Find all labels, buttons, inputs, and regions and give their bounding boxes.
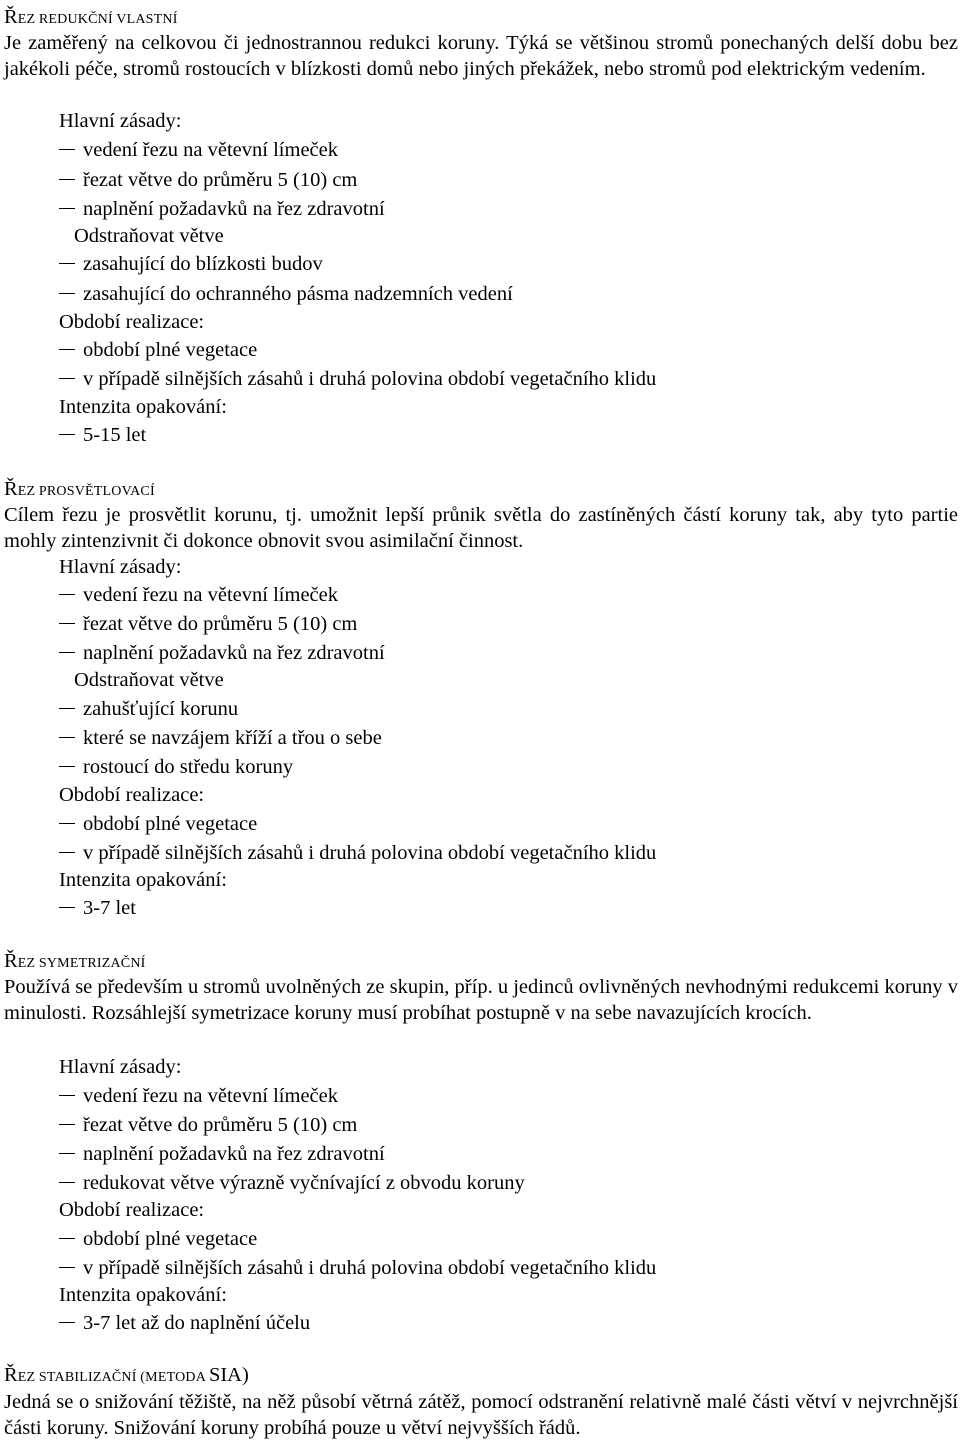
dash-bullet-icon bbox=[59, 1124, 75, 1125]
dash-bullet-icon bbox=[59, 1322, 75, 1323]
bullet-item: zahušťující korunu bbox=[59, 696, 238, 722]
bullet-item: v případě silnějších zásahů i druhá polovina období vegetačního klidu bbox=[59, 840, 656, 866]
interval-label: Intenzita opakování: bbox=[59, 869, 227, 891]
dash-bullet-icon bbox=[59, 1095, 75, 1096]
heading-smallcaps: EZ SYMETRIZAČNÍ bbox=[17, 956, 146, 971]
bullet-item: které se navzájem kříží a třou o sebe bbox=[59, 725, 382, 751]
heading-smallcaps: EZ STABILIZAČNÍ ( bbox=[17, 1370, 146, 1385]
bullet-item: řezat větve do průměru 5 (10) cm bbox=[59, 167, 357, 193]
dash-bullet-icon bbox=[59, 149, 75, 150]
dash-bullet-icon bbox=[59, 378, 75, 379]
heading-initial: Ř bbox=[4, 1364, 18, 1386]
dash-bullet-icon bbox=[59, 852, 75, 853]
interval-label: Intenzita opakování: bbox=[59, 396, 227, 418]
dash-bullet-icon bbox=[59, 208, 75, 209]
bullet-item: vedení řezu na větevní límeček bbox=[59, 137, 338, 163]
bullet-item: rostoucí do středu koruny bbox=[59, 754, 293, 780]
dash-bullet-icon bbox=[59, 594, 75, 595]
dash-bullet-icon bbox=[59, 1267, 75, 1268]
remove-label: Odstraňovat větve bbox=[74, 225, 224, 247]
bullet-item: řezat větve do průměru 5 (10) cm bbox=[59, 611, 357, 637]
bullet-item: vedení řezu na větevní límeček bbox=[59, 1083, 338, 1109]
bullet-item: období plné vegetace bbox=[59, 811, 257, 837]
dash-bullet-icon bbox=[59, 766, 75, 767]
heading-smallcaps: EZ PROSVĚTLOVACÍ bbox=[17, 484, 155, 499]
dash-bullet-icon bbox=[59, 263, 75, 264]
dash-bullet-icon bbox=[59, 708, 75, 709]
principles-label: Hlavní zásady: bbox=[59, 1056, 182, 1078]
dash-bullet-icon bbox=[59, 1182, 75, 1183]
dash-bullet-icon bbox=[59, 179, 75, 180]
bullet-item: vedení řezu na větevní límeček bbox=[59, 582, 338, 608]
dash-bullet-icon bbox=[59, 823, 75, 824]
heading-acronym: SIA) bbox=[208, 1364, 249, 1386]
heading-smallcaps-method: METODA bbox=[145, 1370, 209, 1385]
dash-bullet-icon bbox=[59, 737, 75, 738]
dash-bullet-icon bbox=[59, 1238, 75, 1239]
bullet-item: naplnění požadavků na řez zdravotní bbox=[59, 640, 385, 666]
dash-bullet-icon bbox=[59, 652, 75, 653]
bullet-item: naplnění požadavků na řez zdravotní bbox=[59, 196, 385, 222]
bullet-item: 3-7 let bbox=[59, 895, 136, 921]
section-heading-symmetrization bbox=[4, 948, 146, 977]
dash-bullet-icon bbox=[59, 1153, 75, 1154]
section-description: Používá se především u stromů uvolněných ze skupin, příp. u jedinců ovlivněných nevhodnými redukcemi koruny v minulosti. Rozsáhlejší symetrizace koruny musí probíhat postupně v na sebe navazujících krocích. bbox=[4, 976, 958, 1024]
bullet-item: redukovat větve výrazně vyčnívající z obvodu koruny bbox=[59, 1170, 525, 1196]
section-description: Jedná se o snižování těžiště, na něž působí větrná zátěž, pomocí odstranění relativně malé části větví v nejvrchnější části koruny. Snižování koruny probíhá pouze u větví nejvyšších řádů. bbox=[4, 1391, 958, 1439]
section-heading-stabilization bbox=[4, 1362, 249, 1391]
period-label: Období realizace: bbox=[59, 1199, 205, 1221]
bullet-item: zasahující do blízkosti budov bbox=[59, 251, 323, 277]
bullet-item: zasahující do ochranného pásma nadzemních vedení bbox=[59, 281, 513, 307]
bullet-item: 5-15 let bbox=[59, 422, 146, 448]
section-heading-reduction bbox=[4, 4, 178, 33]
remove-label: Odstraňovat větve bbox=[74, 669, 224, 691]
bullet-item: 3-7 let až do naplnění účelu bbox=[59, 1310, 310, 1336]
dash-bullet-icon bbox=[59, 434, 75, 435]
dash-bullet-icon bbox=[59, 293, 75, 294]
bullet-item: v případě silnějších zásahů i druhá polovina období vegetačního klidu bbox=[59, 1255, 656, 1281]
section-description: Je zaměřený na celkovou či jednostrannou redukci koruny. Týká se většinou stromů ponechaných delší dobu bez jakékoli péče, stromů rostoucích v blízkosti domů nebo jiných překážek, nebo stromů pod elektrickým vedením. bbox=[4, 32, 958, 80]
period-label: Období realizace: bbox=[59, 784, 205, 806]
bullet-item: v případě silnějších zásahů i druhá polovina období vegetačního klidu bbox=[59, 366, 656, 392]
bullet-item: období plné vegetace bbox=[59, 337, 257, 363]
dash-bullet-icon bbox=[59, 623, 75, 624]
dash-bullet-icon bbox=[59, 907, 75, 908]
interval-label: Intenzita opakování: bbox=[59, 1284, 227, 1306]
bullet-item: naplnění požadavků na řez zdravotní bbox=[59, 1141, 385, 1167]
dash-bullet-icon bbox=[59, 349, 75, 350]
principles-label: Hlavní zásady: bbox=[59, 110, 182, 132]
period-label: Období realizace: bbox=[59, 311, 205, 333]
section-description: Cílem řezu je prosvětlit korunu, tj. umožnit lepší průnik světla do zastíněných částí koruny tak, aby tyto partie mohly zintenzivnit či dokonce obnovit svou asimilační činnost. bbox=[4, 504, 958, 552]
heading-initial: Ř bbox=[4, 478, 18, 500]
heading-smallcaps: EZ REDUKČNÍ VLASTNÍ bbox=[17, 12, 178, 27]
bullet-item: období plné vegetace bbox=[59, 1226, 257, 1252]
heading-initial: Ř bbox=[4, 6, 18, 28]
principles-label: Hlavní zásady: bbox=[59, 556, 182, 578]
section-heading-thinning bbox=[4, 476, 155, 505]
bullet-item: řezat větve do průměru 5 (10) cm bbox=[59, 1112, 357, 1138]
heading-initial: Ř bbox=[4, 950, 18, 972]
